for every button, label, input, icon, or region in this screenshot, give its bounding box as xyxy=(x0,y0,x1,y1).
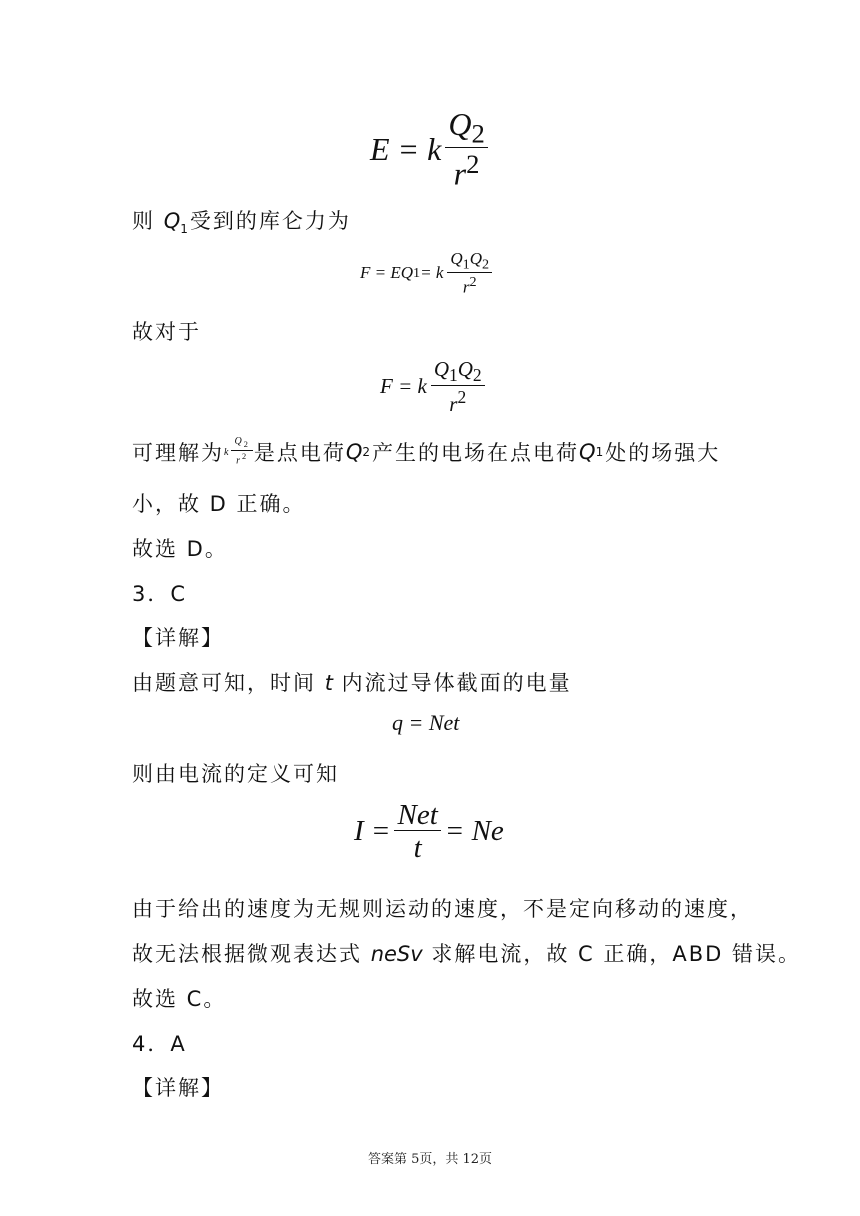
eq-mid: = k xyxy=(420,263,444,283)
eq-numerator: Q xyxy=(433,357,449,381)
symbol-q: Q xyxy=(163,209,181,233)
text-span: 由题意可知，时间 xyxy=(132,671,325,695)
equation-coulomb-force-2 xyxy=(380,358,489,415)
text-span: 是点电荷 xyxy=(253,441,346,465)
eq-numerator: Q xyxy=(448,106,472,142)
text-span: 故选 D。 xyxy=(132,537,228,561)
section-heading xyxy=(132,1072,224,1102)
equation-current xyxy=(354,800,504,864)
text-span: 可理解为 xyxy=(132,441,224,465)
inline-fraction xyxy=(224,437,254,467)
text-line xyxy=(132,758,339,788)
text-span: 【详解】 xyxy=(132,626,224,650)
eq-denominator: t xyxy=(413,832,422,865)
eq-lhs: F = EQ xyxy=(360,263,414,283)
text-line xyxy=(132,437,720,467)
eq-fraction xyxy=(394,800,440,864)
eq-subscript: 1 xyxy=(462,256,470,273)
eq-numerator: Q xyxy=(234,436,244,448)
text-span: 则 xyxy=(132,209,164,233)
eq-subscript: 2 xyxy=(243,440,250,450)
eq-fraction xyxy=(431,358,485,415)
question-number xyxy=(132,578,187,608)
text-span: 受到的库仑力为 xyxy=(189,209,351,233)
text-span: 求解电流，故 C 正确，ABD 错误。 xyxy=(422,942,801,966)
eq-lhs: I = xyxy=(354,815,391,848)
eq-denominator: r xyxy=(453,156,467,193)
eq-k: k xyxy=(224,446,231,458)
eq-numerator: Q xyxy=(457,357,473,381)
text-span: 处的场强大 xyxy=(605,441,721,465)
eq-numerator: Q xyxy=(450,249,463,268)
eq-superscript: 2 xyxy=(466,149,480,180)
text-span: 内流过导体截面的电量 xyxy=(332,671,572,695)
text-line xyxy=(132,893,753,923)
eq-lhs: E = k xyxy=(370,131,442,168)
symbol-nesv: neSv xyxy=(370,942,423,966)
eq-subscript: 1 xyxy=(449,365,458,386)
eq-superscript: 2 xyxy=(457,386,467,407)
eq-denominator: r xyxy=(449,391,458,416)
eq-subscript: 2 xyxy=(482,256,490,273)
eq-fraction xyxy=(445,108,487,192)
section-heading xyxy=(132,622,224,652)
symbol-subscript: 1 xyxy=(595,445,606,459)
eq-subscript: 1 xyxy=(413,264,421,281)
symbol-q: Q xyxy=(345,440,363,464)
symbol-q: Q xyxy=(579,440,596,464)
text-line xyxy=(132,488,306,518)
text-span: 4．A xyxy=(132,1032,187,1056)
eq-subscript: 2 xyxy=(471,118,485,149)
eq-superscript: 2 xyxy=(469,274,477,291)
eq-numerator: Q xyxy=(469,249,483,268)
symbol-subscript: 2 xyxy=(362,445,373,459)
eq-subscript: 2 xyxy=(472,365,482,386)
equation-electric-field xyxy=(370,108,492,192)
eq-lhs: F = k xyxy=(380,373,427,398)
text-span: 【详解】 xyxy=(132,1076,224,1100)
text-span: 故选 C。 xyxy=(132,987,227,1011)
text-span: 则由电流的定义可知 xyxy=(132,762,339,786)
eq-text: q = Net xyxy=(392,710,460,735)
text-span: 故无法根据微观表达式 xyxy=(132,942,371,966)
text-line xyxy=(132,983,226,1013)
eq-denominator: r xyxy=(236,455,243,467)
text-span: 小，故 D 正确。 xyxy=(132,492,306,516)
page-footer: 答案第 5页，共 12页 xyxy=(367,1152,493,1167)
symbol-t: t xyxy=(324,671,333,695)
text-line xyxy=(132,938,801,968)
eq-fraction xyxy=(447,250,492,297)
eq-superscript: 2 xyxy=(242,451,249,461)
equation-charge xyxy=(392,710,459,736)
eq-denominator: r xyxy=(462,277,470,297)
equation-coulomb-force-1 xyxy=(360,250,496,297)
text-line xyxy=(132,316,201,346)
text-span: 3．C xyxy=(132,582,188,606)
question-number xyxy=(132,1028,187,1058)
text-line xyxy=(132,533,228,563)
text-span: 故对于 xyxy=(132,320,201,344)
symbol-subscript: 1 xyxy=(180,222,190,237)
text-span: 产生的电场在点电荷 xyxy=(372,441,580,465)
text-span: 由于给出的速度为无规则运动的速度，不是定向移动的速度， xyxy=(132,897,753,921)
eq-rhs: = Ne xyxy=(444,815,504,848)
eq-numerator: Net xyxy=(394,800,440,831)
text-line xyxy=(132,667,572,697)
text-line xyxy=(132,205,351,236)
